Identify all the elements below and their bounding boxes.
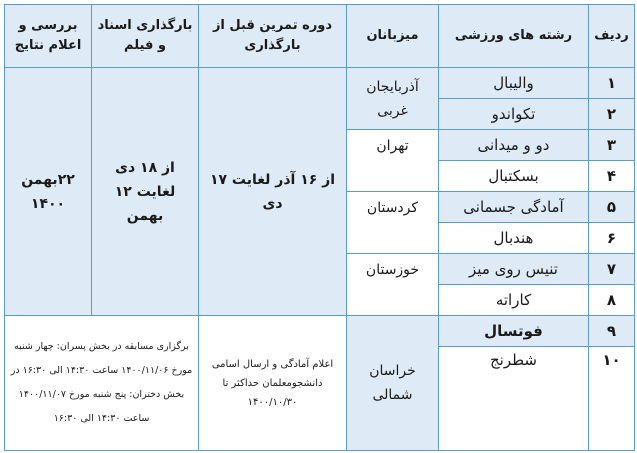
header-row: [5, 5, 635, 68]
sport-name: تکواندو: [439, 99, 589, 130]
training-period-cell: از ۱۶ آذر لغایت ۱۷ دی: [199, 68, 347, 316]
row-number: ۲: [589, 99, 635, 130]
sport-name: هندبال: [439, 223, 589, 254]
review-date-cell: ۲۲بهمن ۱۴۰۰: [5, 68, 92, 316]
host-cell: تهران: [347, 130, 439, 192]
row-number: ۸: [589, 285, 635, 316]
row-number: ۵: [589, 192, 635, 223]
sport-name: آمادگی جسمانی: [439, 192, 589, 223]
header-training-period: دوره تمرین قبل از بارگذاری: [199, 5, 347, 68]
row-number: ۱: [589, 68, 635, 99]
host-cell: خراسان شمالی: [347, 316, 439, 451]
sport-name: دو و میدانی: [439, 130, 589, 161]
sport-name: فوتسال: [439, 316, 589, 347]
row-number: ۱۰: [589, 347, 635, 451]
row-number: ۳: [589, 130, 635, 161]
header-upload: بارگذاری اسناد و فیلم: [92, 5, 199, 68]
header-row-number: ردیف: [589, 5, 635, 68]
sport-name: بسکتبال: [439, 161, 589, 192]
chess-registration-note: اعلام آمادگی و ارسال اسامی دانشجومعلمان حداکثر تا ۱۴۰۰/۱۰/۳۰: [199, 316, 347, 451]
host-cell: کردستان: [347, 192, 439, 254]
table-row: [5, 68, 635, 99]
row-number: ۹: [589, 316, 635, 347]
competition-schedule-table: [4, 4, 635, 451]
host-cell: خوزستان: [347, 254, 439, 316]
chess-match-schedule: برگزاری مسابقه در بخش پسران: چهار شنبه مورخ ۱۴۰۰/۱۱/۰۶ ساعت ۱۴:۳۰ الی ۱۶:۳۰ در بخش دختران: پنج شنبه مورخ ۱۴۰۰/۱۱/۰۷ ساعت ۱۴:۳۰ الی ۱۶:۳۰: [5, 316, 199, 451]
row-number: ۷: [589, 254, 635, 285]
sport-name: کاراته: [439, 285, 589, 316]
host-cell: آذربایجان غربی: [347, 68, 439, 130]
header-host: میزبانان: [347, 5, 439, 68]
header-sport: رشته های ورزشی: [439, 5, 589, 68]
row-number: ۴: [589, 161, 635, 192]
header-review: بررسی و اعلام نتایج: [5, 5, 92, 68]
row-number: ۶: [589, 223, 635, 254]
table-row: [5, 316, 635, 347]
sport-name: شطرنج: [439, 347, 589, 451]
sport-name: تنیس روی میز: [439, 254, 589, 285]
upload-period-cell: از ۱۸ دی لغایت ۱۲ بهمن: [92, 68, 199, 316]
sport-name: والیبال: [439, 68, 589, 99]
